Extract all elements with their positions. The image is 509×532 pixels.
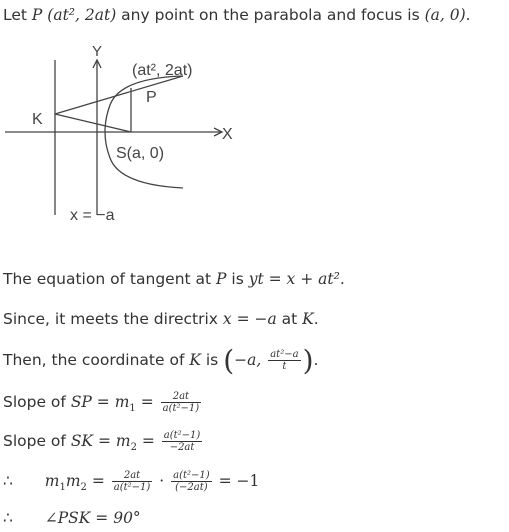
slope-sk-sub: 2 — [130, 442, 137, 453]
coordinate-k-line — [3, 345, 318, 375]
product-result: = −1 — [218, 472, 260, 490]
slope-sp-den: a(t²−1) — [162, 403, 200, 414]
coord-den: t — [282, 361, 287, 372]
product-num2: a(t²−1) — [173, 470, 210, 481]
coord-num: at²−a — [270, 349, 299, 360]
intro-text-middle: any point on the parabola and focus is — [116, 6, 425, 24]
product-den2: (−2at) — [175, 482, 208, 493]
tangent-end: . — [339, 270, 345, 288]
tangent-line — [55, 76, 183, 114]
angle-expression: ∠PSK = 90° — [44, 509, 141, 527]
product-den1: a(t²−1) — [113, 482, 151, 493]
tangent-equation-line — [3, 268, 345, 290]
slope-sk-pre: Slope of — [3, 432, 71, 450]
open-paren: ( — [223, 344, 235, 377]
product-fraction-1 — [112, 470, 153, 493]
coord-pre: Then, the coordinate of — [3, 351, 190, 369]
product-num1: 2at — [112, 470, 153, 482]
point-coords-label: (at², 2at) — [132, 62, 193, 79]
coord-end: . — [313, 351, 319, 369]
coord-var: K — [189, 351, 201, 369]
intro-point-coords: (at², 2at) — [47, 6, 117, 24]
meets-eq: x = −a — [222, 310, 277, 328]
axis-y-label: Y — [92, 43, 103, 60]
ks-line — [55, 114, 131, 132]
axis-x-label: X — [222, 126, 233, 143]
meets-var: K — [302, 310, 314, 328]
tangent-eq: yt = x + at² — [248, 270, 340, 288]
slope-sk-eqs: = — [136, 432, 160, 450]
product-m2: m — [65, 472, 81, 490]
close-paren: ) — [302, 344, 314, 377]
meets-directrix-line — [3, 308, 319, 330]
parabola-figure — [0, 30, 509, 260]
coord-mid: is — [200, 351, 224, 369]
slope-sp-lhs: SP = m — [70, 393, 130, 411]
slope-sk-fraction — [162, 430, 203, 453]
s-label: S(a, 0) — [116, 145, 165, 162]
intro-focus-coords: (a, 0) — [424, 6, 466, 24]
product-sub2: 2 — [80, 482, 87, 493]
directrix-label: x = −a — [70, 207, 115, 224]
therefore-symbol-2: ∴ — [3, 509, 13, 527]
slope-sp-eqs: = — [135, 393, 159, 411]
meets-end: . — [313, 310, 319, 328]
slope-sk-den: −2at — [169, 442, 195, 453]
slope-sp-fraction — [161, 391, 202, 414]
product-sub1: 1 — [59, 482, 66, 493]
meets-pre: Since, it meets the directrix — [3, 310, 223, 328]
intro-text-before: Let — [3, 6, 32, 24]
intro-line — [3, 4, 471, 26]
slope-sk-lhs: SK = m — [70, 432, 131, 450]
tangent-pre: The equation of tangent at — [3, 270, 217, 288]
product-m1: m — [44, 472, 60, 490]
tangent-mid: is — [226, 270, 249, 288]
meets-mid: at — [276, 310, 303, 328]
product-dot: · — [159, 472, 165, 490]
slope-sk-line — [3, 425, 204, 457]
product-fraction-2 — [171, 470, 212, 493]
intro-point-name: P — [31, 6, 43, 24]
angle-line — [3, 507, 141, 529]
product-eqs: = — [86, 472, 110, 490]
tangent-var: P — [216, 270, 227, 288]
p-label: P — [146, 89, 157, 106]
slope-sk-num: a(t²−1) — [163, 430, 201, 441]
therefore-symbol-1: ∴ — [3, 472, 13, 490]
product-line — [3, 464, 259, 498]
slope-sp-sub: 1 — [129, 403, 136, 414]
k-label: K — [32, 111, 43, 128]
slope-sp-pre: Slope of — [3, 393, 71, 411]
coord-first: −a, — [234, 351, 262, 369]
slope-sp-line — [3, 387, 203, 417]
slope-sp-num: 2at — [161, 391, 202, 403]
intro-text-end: . — [465, 6, 471, 24]
coord-fraction — [268, 349, 300, 372]
